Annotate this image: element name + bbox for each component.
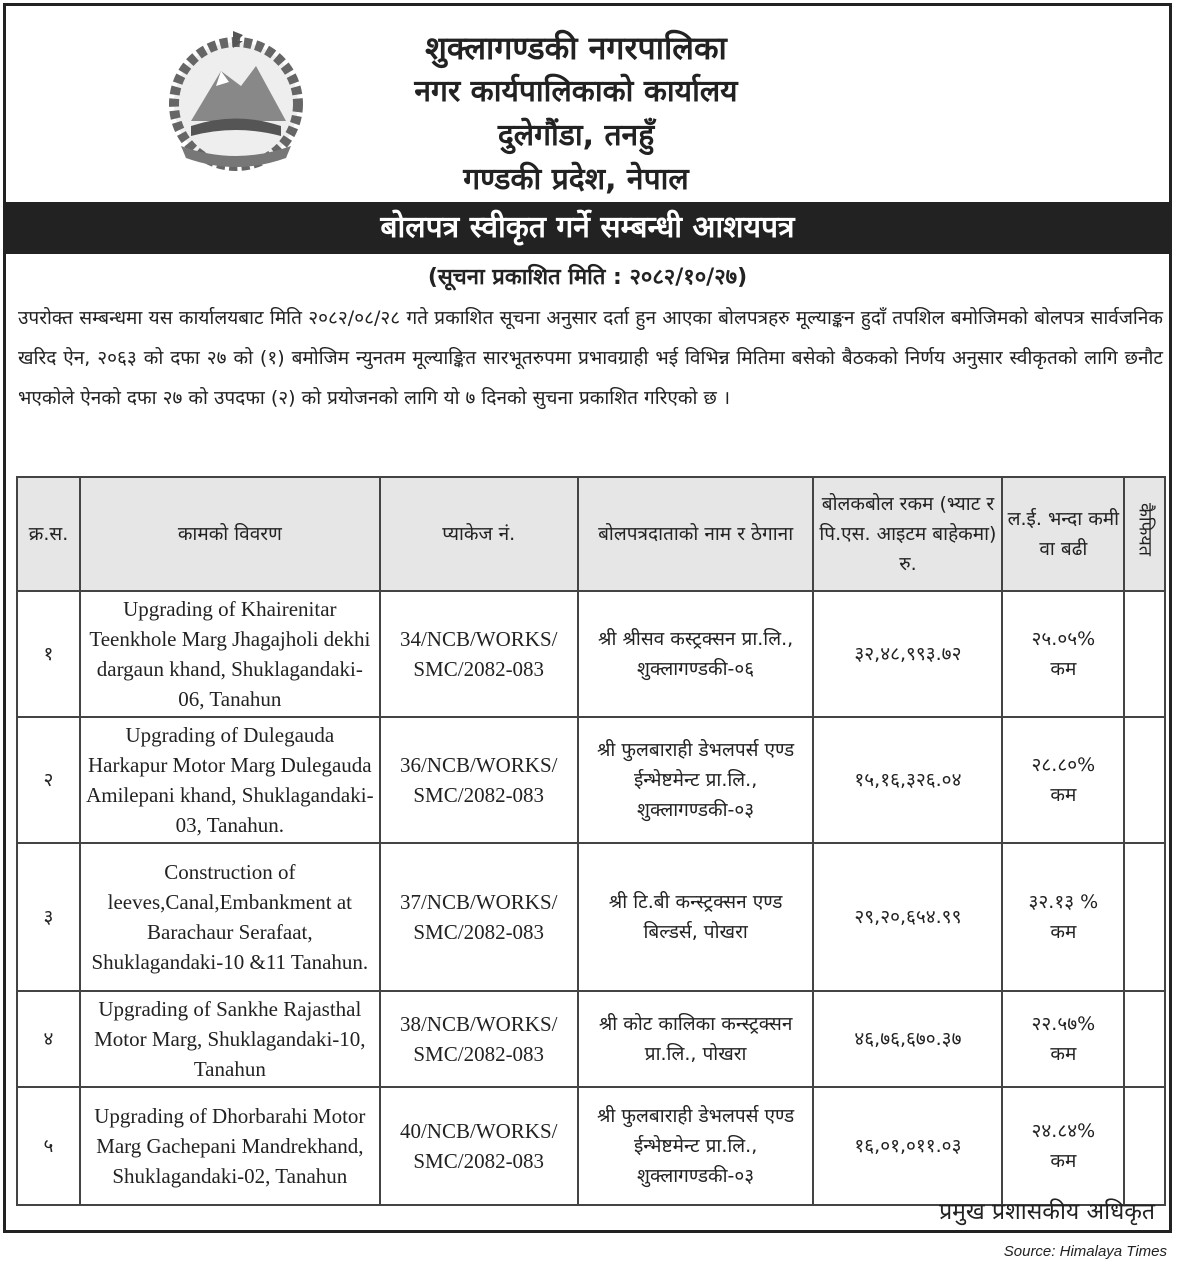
col-amount: बोलकबोल रकम (भ्याट र पि.एस. आइटम बाहेकमा) रु.	[813, 477, 1002, 591]
table-row	[17, 1087, 1165, 1205]
cell-description: Upgrading of Khairenitar Teenkhole Marg Jhagajholi dekhi dargaun khand, Shuklagandaki-06, Tanahun	[80, 591, 380, 717]
office-name: नगर कार्यपालिकाको कार्यालय	[414, 74, 738, 109]
cell-sn: ५	[17, 1087, 80, 1205]
province-country: गण्डकी प्रदेश, नेपाल	[463, 162, 689, 197]
cell-bidder: श्री श्रीसव कस्ट्रक्सन प्रा.लि., शुक्लागण्डकी-०६	[578, 591, 814, 717]
office-title	[326, 26, 826, 202]
cell-package: 36/NCB/WORKS/ SMC/2082-083	[380, 717, 578, 843]
cell-sn: २	[17, 717, 80, 843]
col-remarks: कैफियत	[1124, 477, 1165, 591]
cell-bidder: श्री टि.बी कन्स्ट्रक्सन एण्ड बिल्डर्स, पोखरा	[578, 843, 814, 991]
col-bidder: बोलपत्रदाताको नाम र ठेगाना	[578, 477, 814, 591]
cell-remarks	[1124, 1087, 1165, 1205]
cell-package: 34/NCB/WORKS/ SMC/2082-083	[380, 591, 578, 717]
table-row	[17, 591, 1165, 717]
cell-amount: ३२,४८,९९३.७२	[813, 591, 1002, 717]
cell-difference: २८.८०% कम	[1002, 717, 1124, 843]
table-header-row	[17, 477, 1165, 591]
cell-remarks	[1124, 717, 1165, 843]
notice-body: उपरोक्त सम्बन्धमा यस कार्यालयबाट मिति २०८२/०८/२८ गते प्रकाशित सूचना अनुसार दर्ता हुन आएका बोलपत्रहरु मूल्याङ्कन हुदाँ तपशिल बमोजिमको बोलपत्र सार्वजनिक खरिद ऐन, २०६३ को दफा २७ को (१) बमोजिम न्युनतम मूल्याङ्कित सारभूतरुपमा प्रभावग्राही भई विभिन्न मितिमा बसेको बैठकको निर्णय अनुसार स्वीकृतको लागि छनौट भएकोले ऐनको दफा २७ को उपदफा (२) को प्रयोजनको लागि यो ७ दिनको सुचना प्रकाशित गरिएको छ ।	[18, 307, 1163, 409]
notice-banner: बोलपत्र स्वीकृत गर्ने सम्बन्धी आशयपत्र	[6, 202, 1169, 254]
cell-remarks	[1124, 991, 1165, 1087]
notice-frame	[3, 3, 1172, 1233]
cell-package: 37/NCB/WORKS/ SMC/2082-083	[380, 843, 578, 991]
cell-sn: ४	[17, 991, 80, 1087]
col-sn: क्र.स.	[17, 477, 80, 591]
cell-package: 38/NCB/WORKS/ SMC/2082-083	[380, 991, 578, 1087]
cell-amount: ४६,७६,६७०.३७	[813, 991, 1002, 1087]
cell-description: Upgrading of Dulegauda Harkapur Motor Marg Dulegauda Amilepani khand, Shuklagandaki-03, Tanahun.	[80, 717, 380, 843]
cell-bidder: श्री फुलबाराही डेभलपर्स एण्ड ईन्भेष्टमेन्ट प्रा.लि., शुक्लागण्डकी-०३	[578, 1087, 814, 1205]
cell-bidder: श्री फुलबाराही डेभलपर्स एण्ड ईन्भेष्टमेन्ट प्रा.लि., शुक्लागण्डकी-०३	[578, 717, 814, 843]
cell-package: 40/NCB/WORKS/ SMC/2082-083	[380, 1087, 578, 1205]
col-difference: ल.ई. भन्दा कमी वा बढी	[1002, 477, 1124, 591]
col-description: कामको विवरण	[80, 477, 380, 591]
col-package: प्याकेज नं.	[380, 477, 578, 591]
cell-bidder: श्री कोट कालिका कन्स्ट्रक्सन प्रा.लि., पोखरा	[578, 991, 814, 1087]
table-row	[17, 843, 1165, 991]
cell-difference: २२.५७% कम	[1002, 991, 1124, 1087]
cell-remarks	[1124, 591, 1165, 717]
cell-difference: ३२.१३ % कम	[1002, 843, 1124, 991]
office-location: दुलेगौंडा, तनहुँ	[497, 118, 655, 153]
table-row	[17, 717, 1165, 843]
cell-description: Construction of leeves,Canal,Embankment at Barachaur Serafaat, Shuklagandaki-10 &11 Tanahun.	[80, 843, 380, 991]
cell-difference: २५.०५% कम	[1002, 591, 1124, 717]
cell-description: Upgrading of Sankhe Rajasthal Motor Marg, Shuklagandaki-10, Tanahun	[80, 991, 380, 1087]
cell-sn: ३	[17, 843, 80, 991]
notice-header	[6, 6, 1169, 201]
signatory-title: प्रमुख प्रशासकीय अधिकृत	[939, 1199, 1155, 1225]
publish-date: (सूचना प्रकाशित मिति : २०८२/१०/२७)	[427, 265, 748, 290]
source-credit: Source: Himalaya Times	[1003, 1243, 1167, 1260]
nepal-emblem-icon	[161, 26, 311, 176]
cell-amount: २९,२०,६५४.९९	[813, 843, 1002, 991]
cell-description: Upgrading of Dhorbarahi Motor Marg Gachepani Mandrekhand, Shuklagandaki-02, Tanahun	[80, 1087, 380, 1205]
table-row	[17, 991, 1165, 1087]
cell-amount: १६,०१,०११.०३	[813, 1087, 1002, 1205]
cell-amount: १५,१६,३२६.०४	[813, 717, 1002, 843]
bid-table	[16, 476, 1166, 1206]
municipality-name: शुक्लागण्डकी नगरपालिका	[425, 29, 727, 67]
cell-remarks	[1124, 843, 1165, 991]
cell-sn: १	[17, 591, 80, 717]
cell-difference: २४.८४% कम	[1002, 1087, 1124, 1205]
